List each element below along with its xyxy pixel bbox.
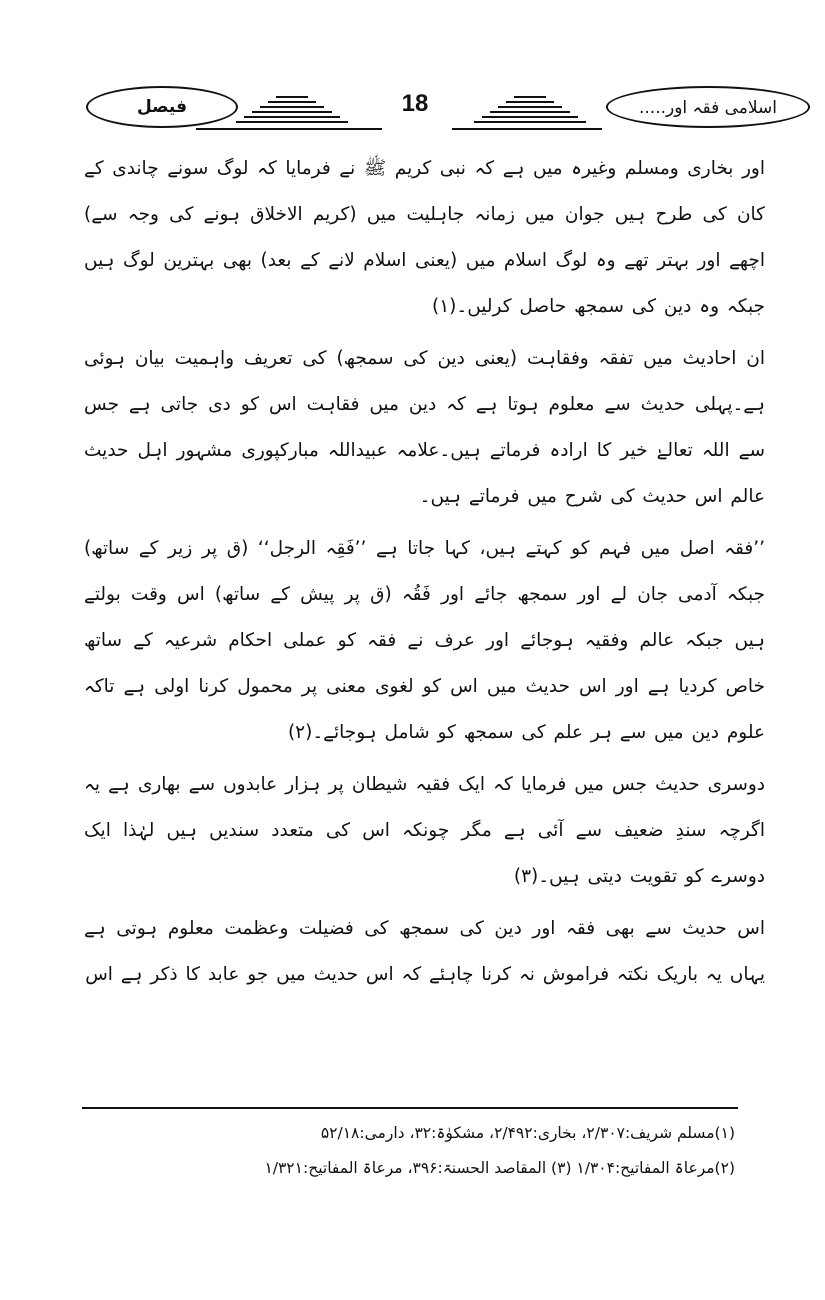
footnote-2: (۲)مرعاۃ المفاتیح:۱/۳۰۴ (۳) المقاصد الحسنۃ:۳۹۶، مرعاۃ المفاتیح:۱/۳۲۱ [264, 1159, 735, 1177]
header-ornament-right [470, 96, 590, 126]
footnote-divider [82, 1107, 738, 1109]
footnote-1: (۱)مسلم شریف:۲/۳۰۷، بخاری:۲/۴۹۲، مشکوٰۃ:۳۲، دارمی:۵۲/۱۸ [320, 1124, 735, 1142]
paragraph-1: اور بخاری ومسلم وغیرہ میں ہے کہ نبی کریم ﷺ نے فرمایا کہ لوگ سونے چاندی کے کان کی طرح ہیں جوان میں زمانہ جاہلیت میں (کریم الاخلاق ہونے کی وجہ سے) اچھے اور بہتر تھے وہ لوگ اسلام میں (یعنی اسلام لانے کے بعد) بھی بہترین لوگ ہیں جبکہ وہ دین کی سمجھ حاصل کرلیں۔(۱) [84, 158, 765, 317]
paragraph-3-quote: ’’فقہ اصل میں فہم کو کہتے ہیں، کہا جاتا ہے ’’فَقِہ الرجل‘‘ (ق پر زیر کے ساتھ) جبکہ آدمی جان لے اور سمجھ جائے اور فَقُہ (ق پر پیش کے ساتھ) اس وقت بولتے ہیں جبکہ عالم وفقیہ ہوجائے اور عرف نے فقہ کو عملی احکام شرعیہ کے ساتھ خاص کردیا ہے اور اس حدیث میں اس کو لغوی معنی پر محمول کرنا اولی ہے تاکہ علوم دین میں سے ہر علم کی سمجھ کو شامل ہوجائے۔(۲) [84, 538, 765, 743]
header-rule-left [196, 128, 382, 130]
page-number: 18 [401, 90, 429, 117]
header-ornament-left [232, 96, 352, 126]
paragraph-4: دوسری حدیث جس میں فرمایا کہ ایک فقیہ شیطان پر ہزار عابدوں سے بھاری ہے یہ اگرچہ سندِ ضعیف سے آئی ہے مگر چونکہ اس کی متعدد سندیں ہیں لہٰذا ایک دوسرے کو تقویت دیتی ہیں۔(۳) [84, 774, 765, 887]
author-oval [86, 86, 238, 128]
paragraph-5: اس حدیث سے بھی فقہ اور دین کی سمجھ کی فضیلت وعظمت معلوم ہوتی ہے یہاں یہ باریک نکتہ فراموش نہ کرنا چاہئے کہ اس حدیث میں جو عابد کا ذکر ہے اس [84, 918, 765, 985]
header-rule-right [452, 128, 602, 130]
book-title: اسلامی فقہ اور..... [638, 97, 778, 118]
book-title-oval [606, 86, 810, 128]
paragraph-2: ان احادیث میں تفقہ وفقاہت (یعنی دین کی سمجھ) کی تعریف واہمیت بیان ہوئی ہے۔پہلی حدیث سے معلوم ہوتا ہے کہ دین میں فقاہت اس کو دی جاتی ہے جس سے اللہ تعالےٰ خیر کا ارادہ فرماتے ہیں۔علامہ عبیداللہ مبارکپوری مشہور اہل حدیث عالم اس حدیث کی شرح میں فرماتے ہیں۔ [84, 348, 765, 507]
main-text [84, 146, 765, 998]
author-name: فیصل [137, 97, 187, 117]
footnotes [84, 1116, 735, 1186]
